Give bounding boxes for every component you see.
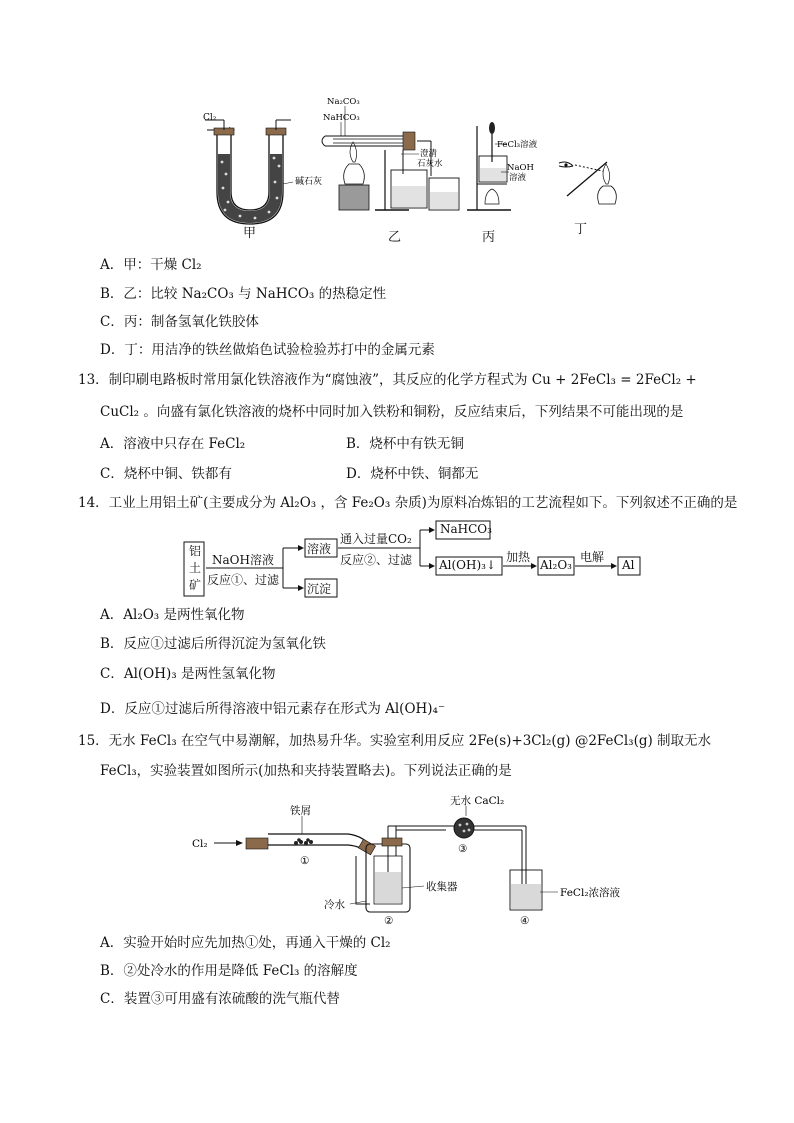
caption-yi: 乙 — [388, 230, 402, 245]
fecl3-solution-label: FeCl₃溶液 — [497, 140, 538, 150]
caption-ding: 丁 — [574, 222, 588, 237]
q12-option-a: A．甲：干燥 Cl₂ — [100, 257, 202, 273]
q13-option-a: A．溶液中只存在 FeCl₂ — [100, 436, 246, 452]
na2co3-label: Na₂CO₃ — [327, 97, 360, 107]
solution-box: 溶液 — [307, 542, 332, 556]
q14-stem: 14．工业上用铝土矿(主要成分为 Al₂O₃ ，含 Fe₂O₃ 杂质)为原料冶炼铝的工艺流程如下。下列叙述不正确的是 — [78, 495, 738, 511]
q15-option-a: A．实验开始时应先加热①处，再通入干燥的 Cl₂ — [100, 935, 391, 951]
marker-3: ③ — [458, 843, 468, 855]
q14-option-d: D．反应①过滤后所得溶液中铝元素存在形式为 Al(OH)₄⁻ — [100, 701, 446, 717]
naoh-label-1: NaOH — [507, 163, 534, 173]
cl2-label: Cl₂ — [203, 113, 217, 123]
fecl2-label: FeCl₂浓溶液 — [560, 887, 621, 899]
u-tube-apparatus — [203, 113, 322, 224]
marker-2: ② — [384, 915, 394, 926]
collector-label: 收集器 — [426, 881, 458, 893]
nahco3-label: NaHCO₃ — [323, 113, 360, 123]
q13-option-c: C．烧杯中铜、铁都有 — [100, 466, 232, 482]
precipitate-box: 沉淀 — [307, 582, 332, 596]
bauxite-box — [188, 543, 202, 594]
q15-cl2-label: Cl₂ — [192, 838, 208, 850]
naoh-label-2: 溶液 — [509, 173, 527, 183]
q12-option-d: D．丁：用洁净的铁丝做焰色试验检验苏打中的金属元素 — [100, 342, 435, 358]
q14-flowchart — [180, 520, 650, 598]
q12-option-c: C．丙：制备氢氧化铁胶体 — [100, 314, 259, 330]
flame-test-apparatus — [559, 162, 616, 204]
bauxite-char-1: 铝 — [188, 544, 201, 558]
iron-filings-label: 铁屑 — [290, 805, 311, 817]
q12-option-b: B．乙：比较 Na₂CO₃ 与 NaHCO₃ 的热稳定性 — [100, 286, 387, 302]
limewater-label-1: 澄清 — [420, 149, 438, 159]
q14-option-b: B．反应①过滤后所得沉淀为氢氧化铁 — [100, 636, 326, 652]
q15-apparatus-figure — [188, 786, 648, 926]
step1-condition: 反应①、过滤 — [207, 573, 280, 587]
q15-stem-line-2: FeCl₃，实验装置如图所示(加热和夹持装置略去)。下列说法正确的是 — [100, 763, 512, 779]
limewater-label-2: 石灰水 — [417, 159, 443, 169]
q15-stem-line-1: 15．无水 FeCl₃ 在空气中易潮解，加热易升华。实验室利用反应 2Fe(s)+3Cl₂(g) @2FeCl₃(g) 制取无水 — [78, 733, 712, 749]
nahco3-box: NaHCO₃ — [440, 522, 492, 536]
q13-option-d: D．烧杯中铁、铜都无 — [346, 466, 479, 482]
q12-apparatus-figure — [195, 92, 635, 242]
q14-option-c: C．Al(OH)₃ 是两性氢氧化物 — [100, 666, 276, 682]
tube-in-tube-apparatus — [322, 97, 459, 210]
step1-reagent: NaOH溶液 — [212, 553, 274, 567]
marker-4: ④ — [520, 915, 530, 926]
heating-label: 加热 — [506, 550, 531, 564]
caption-jia: 甲 — [243, 226, 257, 241]
electrolysis-label: 电解 — [580, 550, 605, 564]
cold-water-label: 冷水 — [324, 899, 345, 911]
q15-option-c: C．装置③可用盛有浓硫酸的洗气瓶代替 — [100, 991, 340, 1007]
q13-stem-line-1: 13．制印刷电路板时常用氯化铁溶液作为“腐蚀液”，其反应的化学方程式为 Cu + 2FeCl₃ = 2FeCl₂ + — [78, 372, 697, 388]
marker-1: ① — [300, 855, 310, 867]
bauxite-char-2: 土 — [188, 561, 201, 575]
q15-option-b: B．②处冷水的作用是降低 FeCl₃ 的溶解度 — [100, 963, 358, 979]
step2-condition: 反应②、过滤 — [340, 553, 413, 567]
al2o3-box: Al₂O₃ — [540, 558, 572, 572]
bauxite-char-3: 矿 — [188, 578, 201, 592]
al-box: Al — [622, 558, 635, 572]
step2-reagent: 通入过量CO₂ — [340, 532, 412, 546]
aloh3-box: Al(OH)₃↓ — [439, 558, 497, 572]
soda-lime-label: 碱石灰 — [295, 177, 323, 187]
caption-bing: 丙 — [482, 230, 496, 245]
cacl2-label: 无水 CaCl₂ — [450, 795, 505, 807]
q14-option-a: A．Al₂O₃ 是两性氧化物 — [100, 607, 245, 623]
q13-stem-line-2: CuCl₂ 。向盛有氯化铁溶液的烧杯中同时加入铁粉和铜粉，反应结束后，下列结果不可能出现的是 — [100, 404, 684, 420]
colloid-apparatus — [467, 122, 538, 210]
q13-option-b: B．烧杯中有铁无铜 — [346, 436, 464, 452]
